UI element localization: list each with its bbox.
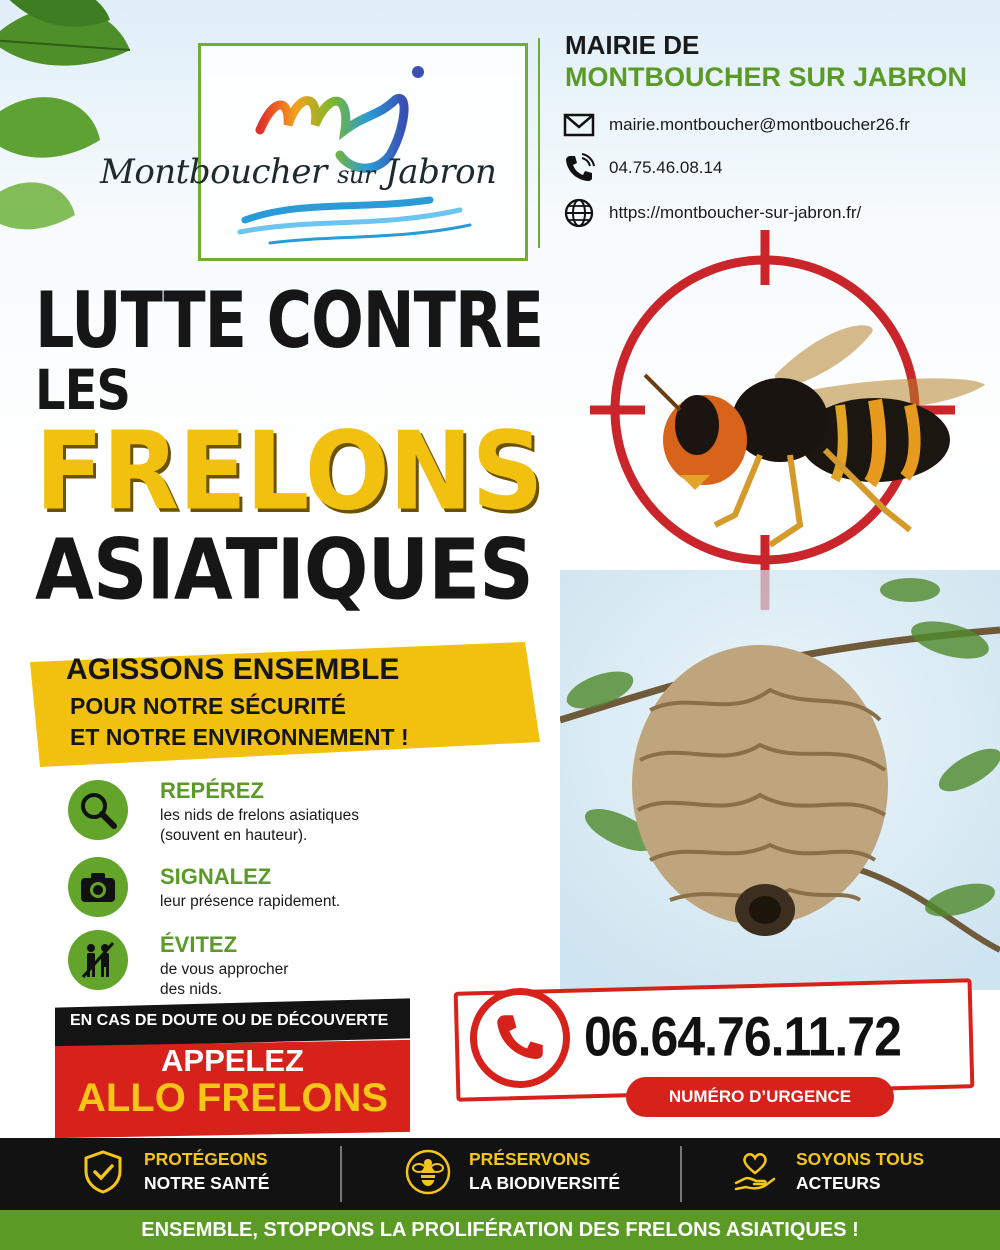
globe-icon (563, 198, 595, 228)
no-approach-icon (77, 939, 119, 981)
step-desc-reperez-2: (souvent en hauteur). (160, 827, 308, 844)
footer-biodiversite-line1: PRÉSERVONS (469, 1149, 591, 1169)
step-desc-evitez-2: des nids. (160, 981, 223, 998)
step-desc-signalez-1: leur présence rapidement. (160, 893, 341, 910)
camera-icon (77, 866, 119, 908)
bee-icon (405, 1149, 451, 1195)
phone-handset-icon (492, 1010, 548, 1066)
emergency-phone-circle (470, 988, 570, 1088)
banner-line2: POUR NOTRE SÉCURITÉ (70, 693, 347, 719)
banner-line3: ET NOTRE ENVIRONNEMENT ! (70, 724, 409, 750)
footer-item-acteurs (732, 1148, 924, 1195)
footer-separator (680, 1146, 682, 1202)
doute-text: EN CAS DE DOUTE OU DE DÉCOUVERTE (70, 1012, 389, 1029)
magnifier-icon (77, 789, 119, 831)
heart-hand-icon (732, 1149, 778, 1195)
step-title-evitez: ÉVITEZ (160, 932, 238, 957)
phone-icon (563, 153, 595, 183)
title-line4: ASIATIQUES (35, 520, 533, 619)
hornet-target-illustration (585, 225, 1000, 615)
shield-check-icon (80, 1149, 126, 1195)
step-title-reperez: REPÉREZ (160, 778, 264, 803)
footer-item-biodiversite (405, 1148, 620, 1195)
contact-email[interactable] (563, 110, 910, 140)
urgence-label: NUMÉRO D’URGENCE (626, 1077, 894, 1117)
contact-phone[interactable] (563, 153, 722, 183)
footer-separator (340, 1146, 342, 1202)
header-divider (538, 38, 540, 248)
banner-line1: AGISSONS ENSEMBLE (66, 653, 400, 686)
footer-acteurs-line2: ACTEURS (796, 1172, 881, 1193)
footer-biodiversite-line2: LA BIODIVERSITÉ (469, 1172, 621, 1193)
logo-name-main: Montboucher (100, 152, 327, 192)
logo-name-end: Jabron (385, 152, 497, 192)
phone-text: 04.75.46.08.14 (609, 158, 723, 177)
step-icon-signalez (68, 857, 128, 917)
logo-text (100, 152, 496, 192)
mairie-title: MAIRIE DE (565, 30, 700, 60)
website-text: https://montboucher-sur-jabron.fr/ (609, 203, 862, 222)
step-title-signalez: SIGNALEZ (160, 864, 272, 889)
emergency-phone-number[interactable]: 06.64.76.11.72 (584, 1005, 901, 1068)
step-desc-evitez-1: de vous approcher (160, 961, 289, 978)
footer-acteurs-line1: SOYONS TOUS (796, 1149, 925, 1169)
step-icon-evitez (68, 930, 128, 990)
allo-frelons-text: ALLO FRELONS (76, 1076, 389, 1120)
footer-item-sante (80, 1148, 269, 1195)
email-text: mairie.montboucher@montboucher26.fr (609, 115, 910, 134)
contact-website[interactable] (563, 198, 861, 228)
slogan-bar: ENSEMBLE, STOPPONS LA PROLIFÉRATION DES FRELONS ASIATIQUES ! (0, 1210, 1000, 1250)
leaves-decoration (0, 0, 200, 260)
title-line3: FRELONS (35, 408, 543, 535)
logo-name-small: sur (337, 161, 375, 189)
step-desc-reperez-1: les nids de frelons asiatiques (160, 807, 360, 824)
title-line2: LES (35, 358, 130, 423)
step-icon-reperez (68, 780, 128, 840)
title-line1: LUTTE CONTRE (35, 274, 544, 366)
appelez-text: APPELEZ (161, 1043, 304, 1078)
footer-sante-line1: PROTÉGEONS (144, 1149, 268, 1169)
mairie-town: MONTBOUCHER SUR JABRON (565, 62, 968, 92)
envelope-icon (563, 110, 595, 140)
footer-sante-line2: NOTRE SANTÉ (144, 1172, 270, 1193)
hornet-nest-illustration (560, 570, 1000, 990)
